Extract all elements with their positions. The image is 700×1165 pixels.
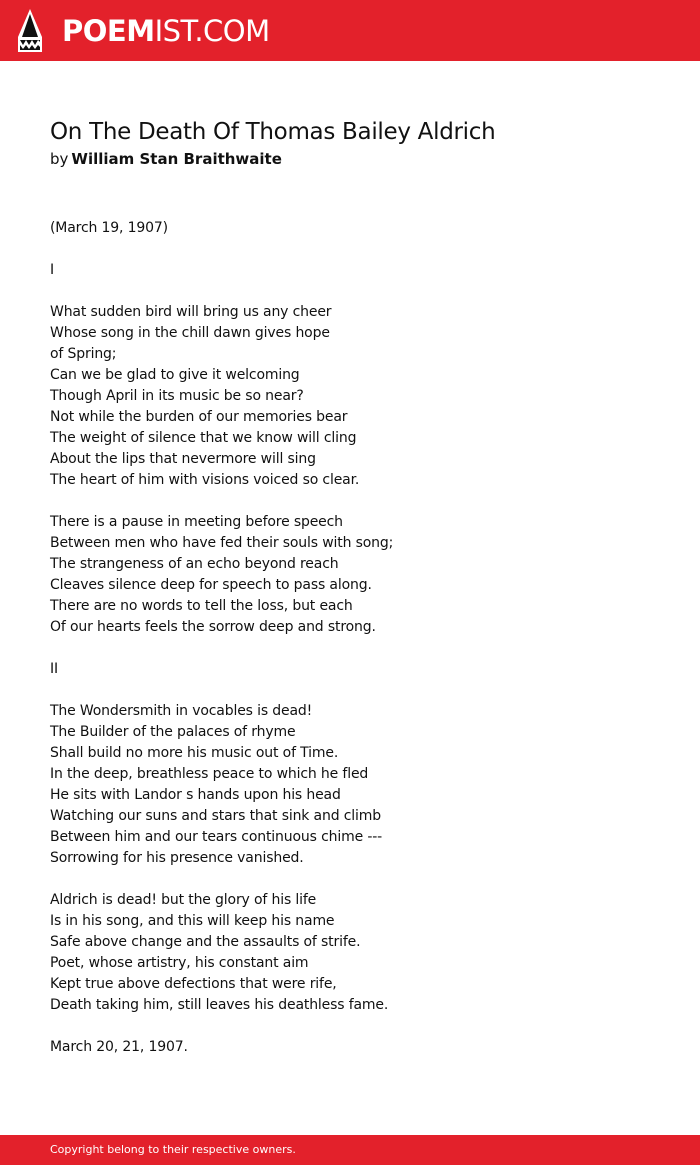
site-footer: [0, 1135, 700, 1165]
copyright-notice: Copyright belong to their respective owners.: [50, 1143, 296, 1156]
pen-nib-icon: [17, 9, 43, 52]
logo-brand-bold: POEM: [62, 14, 155, 48]
poem-line: II: [50, 661, 58, 677]
poem-line: Aldrich is dead! but the glory of his life: [50, 892, 317, 908]
poem-line: (March 19, 1907): [50, 220, 168, 236]
poem-line: Death taking him, still leaves his deathless fame.: [50, 997, 389, 1013]
poem-line: Though April in its music be so near?: [50, 388, 304, 404]
poem-line: He sits with Landor s hands upon his head: [50, 787, 341, 803]
poem-line: [50, 638, 670, 659]
author-name: William Stan Braithwaite: [71, 150, 282, 168]
poem-line: Watching our suns and stars that sink and climb: [50, 808, 382, 824]
poem-line: [50, 680, 670, 701]
poem-line: Sorrowing for his presence vanished.: [50, 850, 304, 866]
poem-line: of Spring;: [50, 346, 117, 362]
poem-line: The heart of him with visions voiced so clear.: [50, 472, 360, 488]
poem-line: Between men who have fed their souls with song;: [50, 535, 394, 551]
poem-line: In the deep, breathless peace to which he fled: [50, 766, 369, 782]
poem-line: [50, 491, 670, 512]
poem-line: Safe above change and the assaults of strife.: [50, 934, 361, 950]
poem-line: Between him and our tears continuous chime ---: [50, 829, 383, 845]
poem-line: There are no words to tell the loss, but each: [50, 598, 353, 614]
poem-line: Cleaves silence deep for speech to pass along.: [50, 577, 372, 593]
poem-line: There is a pause in meeting before speech: [50, 514, 343, 530]
poem-line: Is in his song, and this will keep his name: [50, 913, 335, 929]
poem-line: March 20, 21, 1907.: [50, 1039, 188, 1055]
byline-label: by: [50, 150, 69, 168]
poem-line: Poet, whose artistry, his constant aim: [50, 955, 309, 971]
poem-line: [50, 239, 670, 260]
poem-body: [50, 218, 670, 1058]
logo-brand-light: IST.COM: [154, 14, 270, 48]
poem-line: I: [50, 262, 54, 278]
poem-line: Of our hearts feels the sorrow deep and strong.: [50, 619, 376, 635]
poem-line: The Builder of the palaces of rhyme: [50, 724, 296, 740]
poem-line: [50, 1016, 670, 1037]
poem-title: On The Death Of Thomas Bailey Aldrich: [50, 119, 496, 145]
poem-line: What sudden bird will bring us any cheer: [50, 304, 332, 320]
poem-line: Not while the burden of our memories bear: [50, 409, 348, 425]
poem-line: The Wondersmith in vocables is dead!: [50, 703, 313, 719]
site-logo[interactable]: [62, 11, 270, 51]
poem-line: Shall build no more his music out of Time.: [50, 745, 339, 761]
poem-line: [50, 281, 670, 302]
poem-line: The strangeness of an echo beyond reach: [50, 556, 339, 572]
poem-line: Kept true above defections that were rife,: [50, 976, 337, 992]
poem-line: The weight of silence that we know will cling: [50, 430, 357, 446]
site-header: [0, 0, 700, 61]
poem-line: Whose song in the chill dawn gives hope: [50, 325, 330, 341]
poem-line: [50, 869, 670, 890]
poem-line: Can we be glad to give it welcoming: [50, 367, 300, 383]
poem-line: About the lips that nevermore will sing: [50, 451, 316, 467]
byline: [50, 148, 282, 170]
